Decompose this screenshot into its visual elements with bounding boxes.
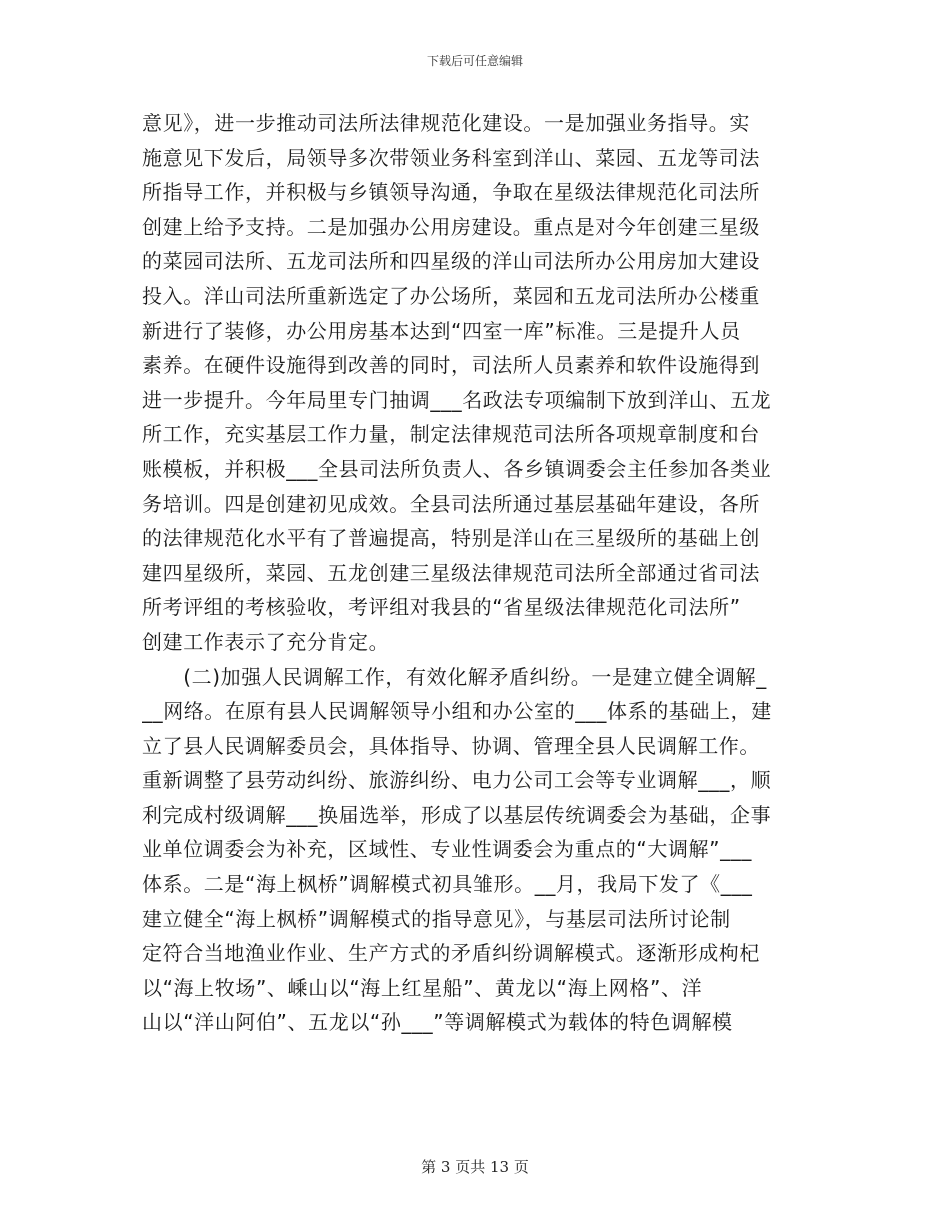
text-line: 山以“洋山阿伯”、五龙以“孙___”等调解模式为载体的特色调解模 xyxy=(142,1010,733,1035)
text-line: 新进行了装修，办公用房基本达到“四室一库”标准。三是提升人员 xyxy=(142,318,741,343)
text-line: 利完成村级调解___换届选举，形成了以基层传统调委会为基础，企事 xyxy=(142,802,772,827)
text-line: 创建工作表示了充分肯定。 xyxy=(142,629,390,654)
text-line: 账模板，并积极___全县司法所负责人、各乡镇调委会主任参加各类业 xyxy=(142,456,772,481)
text-line: 建立健全“海上枫桥”调解模式的指导意见》，与基层司法所讨论制 xyxy=(142,906,731,931)
text-line: 的菜园司法所、五龙司法所和四星级的洋山司法所办公用房加大建设 xyxy=(142,249,760,274)
text-line: 所考评组的考核验收，考评组对我县的“省星级法律规范化司法所” xyxy=(142,595,741,620)
document-body xyxy=(142,106,808,1040)
text-line: 以“海上牧场”、嵊山以“海上红星船”、黄龙以“海上网格”、洋 xyxy=(142,975,703,1000)
text-line: 建四星级所，菜园、五龙创建三星级法律规范司法所全部通过省司法 xyxy=(142,560,760,585)
text-line: 重新调整了县劳动纠纷、旅游纠纷、电力公司工会等专业调解___，顺 xyxy=(142,768,772,793)
text-line: 定符合当地渔业作业、生产方式的矛盾纠纷调解模式。逐渐形成枸杞 xyxy=(142,941,760,966)
text-line: 立了县人民调解委员会，具体指导、协调、管理全县人民调解工作。 xyxy=(142,733,760,758)
text-line: 意见》，进一步推动司法所法律规范化建设。一是加强业务指导。实 xyxy=(142,111,750,135)
text-line: (二)加强人民调解工作，有效化解矛盾纠纷。一是建立健全调解_ xyxy=(142,664,767,689)
text-line: __网络。在原有县人民调解领导小组和办公室的___体系的基础上，建 xyxy=(142,699,772,724)
text-line: 所指导工作，并积极与乡镇领导沟通，争取在星级法律规范化司法所 xyxy=(142,180,760,205)
text-line: 投入。洋山司法所重新选定了办公场所，菜园和五龙司法所办公楼重 xyxy=(142,283,760,308)
text-line: 的法律规范化水平有了普遍提高，特别是洋山在三星级所的基础上创 xyxy=(142,526,760,551)
page-header: 下载后可任意编辑 xyxy=(426,54,523,68)
text-line: 创建上给予支持。二是加强办公用房建设。重点是对今年创建三星级 xyxy=(142,214,760,239)
text-line: 所工作，充实基层工作力量，制定法律规范司法所各项规章制度和台 xyxy=(142,422,760,447)
page-number: 第 3 页共 13 页 xyxy=(421,1158,529,1176)
text-line: 务培训。四是创建初见成效。全县司法所通过基层基础年建设，各所 xyxy=(142,491,760,516)
text-line: 素养。在硬件设施得到改善的同时，司法所人员素养和软件设施得到 xyxy=(142,353,760,378)
text-line: 业单位调委会为补充，区域性、专业性调委会为重点的“大调解”___ xyxy=(142,837,752,862)
text-line: 进一步提升。今年局里专门抽调___名政法专项编制下放到洋山、五龙 xyxy=(142,387,772,412)
text-line: 施意见下发后，局领导多次带领业务科室到洋山、菜园、五龙等司法 xyxy=(142,145,760,170)
text-line: 体系。二是“海上枫桥”调解模式初具雏形。__月，我局下发了《___ xyxy=(142,872,753,897)
